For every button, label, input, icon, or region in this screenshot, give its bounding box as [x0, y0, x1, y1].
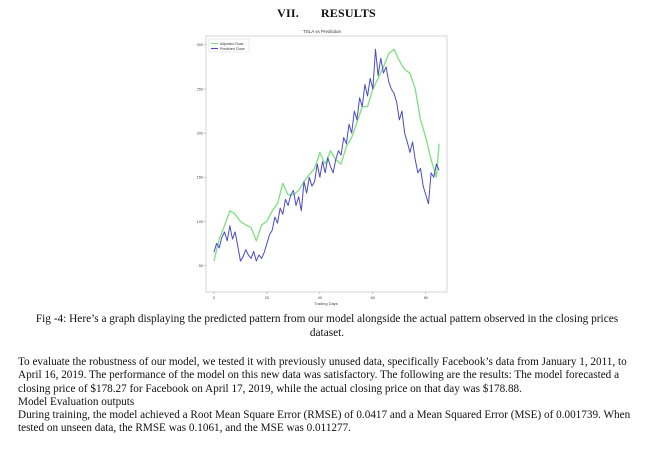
section-title: RESULTS [320, 6, 376, 20]
y-tick-label: 300 [196, 43, 203, 48]
prediction-chart [190, 22, 455, 310]
intro-paragraph: To evaluate the robustness of our model, we tested it with previously unused data, specifically Facebook’s data from January 1, 2011, to April 16, 2019. The performance of the model on this new data was satisfactory. The following are the results: The model forecasted a closing price of $178.27 for Facebook on April 17, 2019, while the actual closing price on that day was $178.88. [18, 356, 627, 395]
x-axis-label: Trading Days [314, 301, 338, 306]
y-tick-label: 100 [196, 219, 203, 224]
chart-legend [209, 39, 249, 52]
training-paragraph: During training, the model achieved a Root Mean Square Error (RMSE) of 0.0417 and a Mean Squared Error (MSE) of 0.001739. When tested on unseen data, the RMSE was 0.1061, and the MSE was 0.011277. [18, 409, 631, 435]
y-tick-label: 200 [196, 131, 203, 136]
y-tick-label: 250 [196, 87, 203, 92]
x-tick-label: 80 [423, 296, 428, 300]
y-tick-label: 50 [198, 263, 203, 268]
results-body [18, 356, 642, 436]
x-tick-label: 60 [370, 296, 375, 300]
chart-title: TSLA vs Prediction [302, 29, 342, 34]
x-tick-label: 40 [317, 296, 322, 300]
y-tick-label: 150 [196, 175, 203, 180]
figure-background [190, 22, 455, 310]
x-tick-label: 20 [264, 296, 270, 300]
section-heading [0, 6, 653, 21]
evaluation-subheading: Model Evaluation outputs [18, 395, 135, 408]
legend-label: Adjusted Close [220, 41, 244, 46]
x-tick-label: 0 [212, 296, 216, 300]
figure-caption: Fig -4: Here’s a graph displaying the predicted pattern from our model alongside the actual pattern observed in the closing prices dataset. [35, 313, 619, 339]
legend-label: Predicted Close [220, 46, 245, 51]
results-figure [190, 22, 455, 310]
section-number: VII. [277, 6, 299, 20]
